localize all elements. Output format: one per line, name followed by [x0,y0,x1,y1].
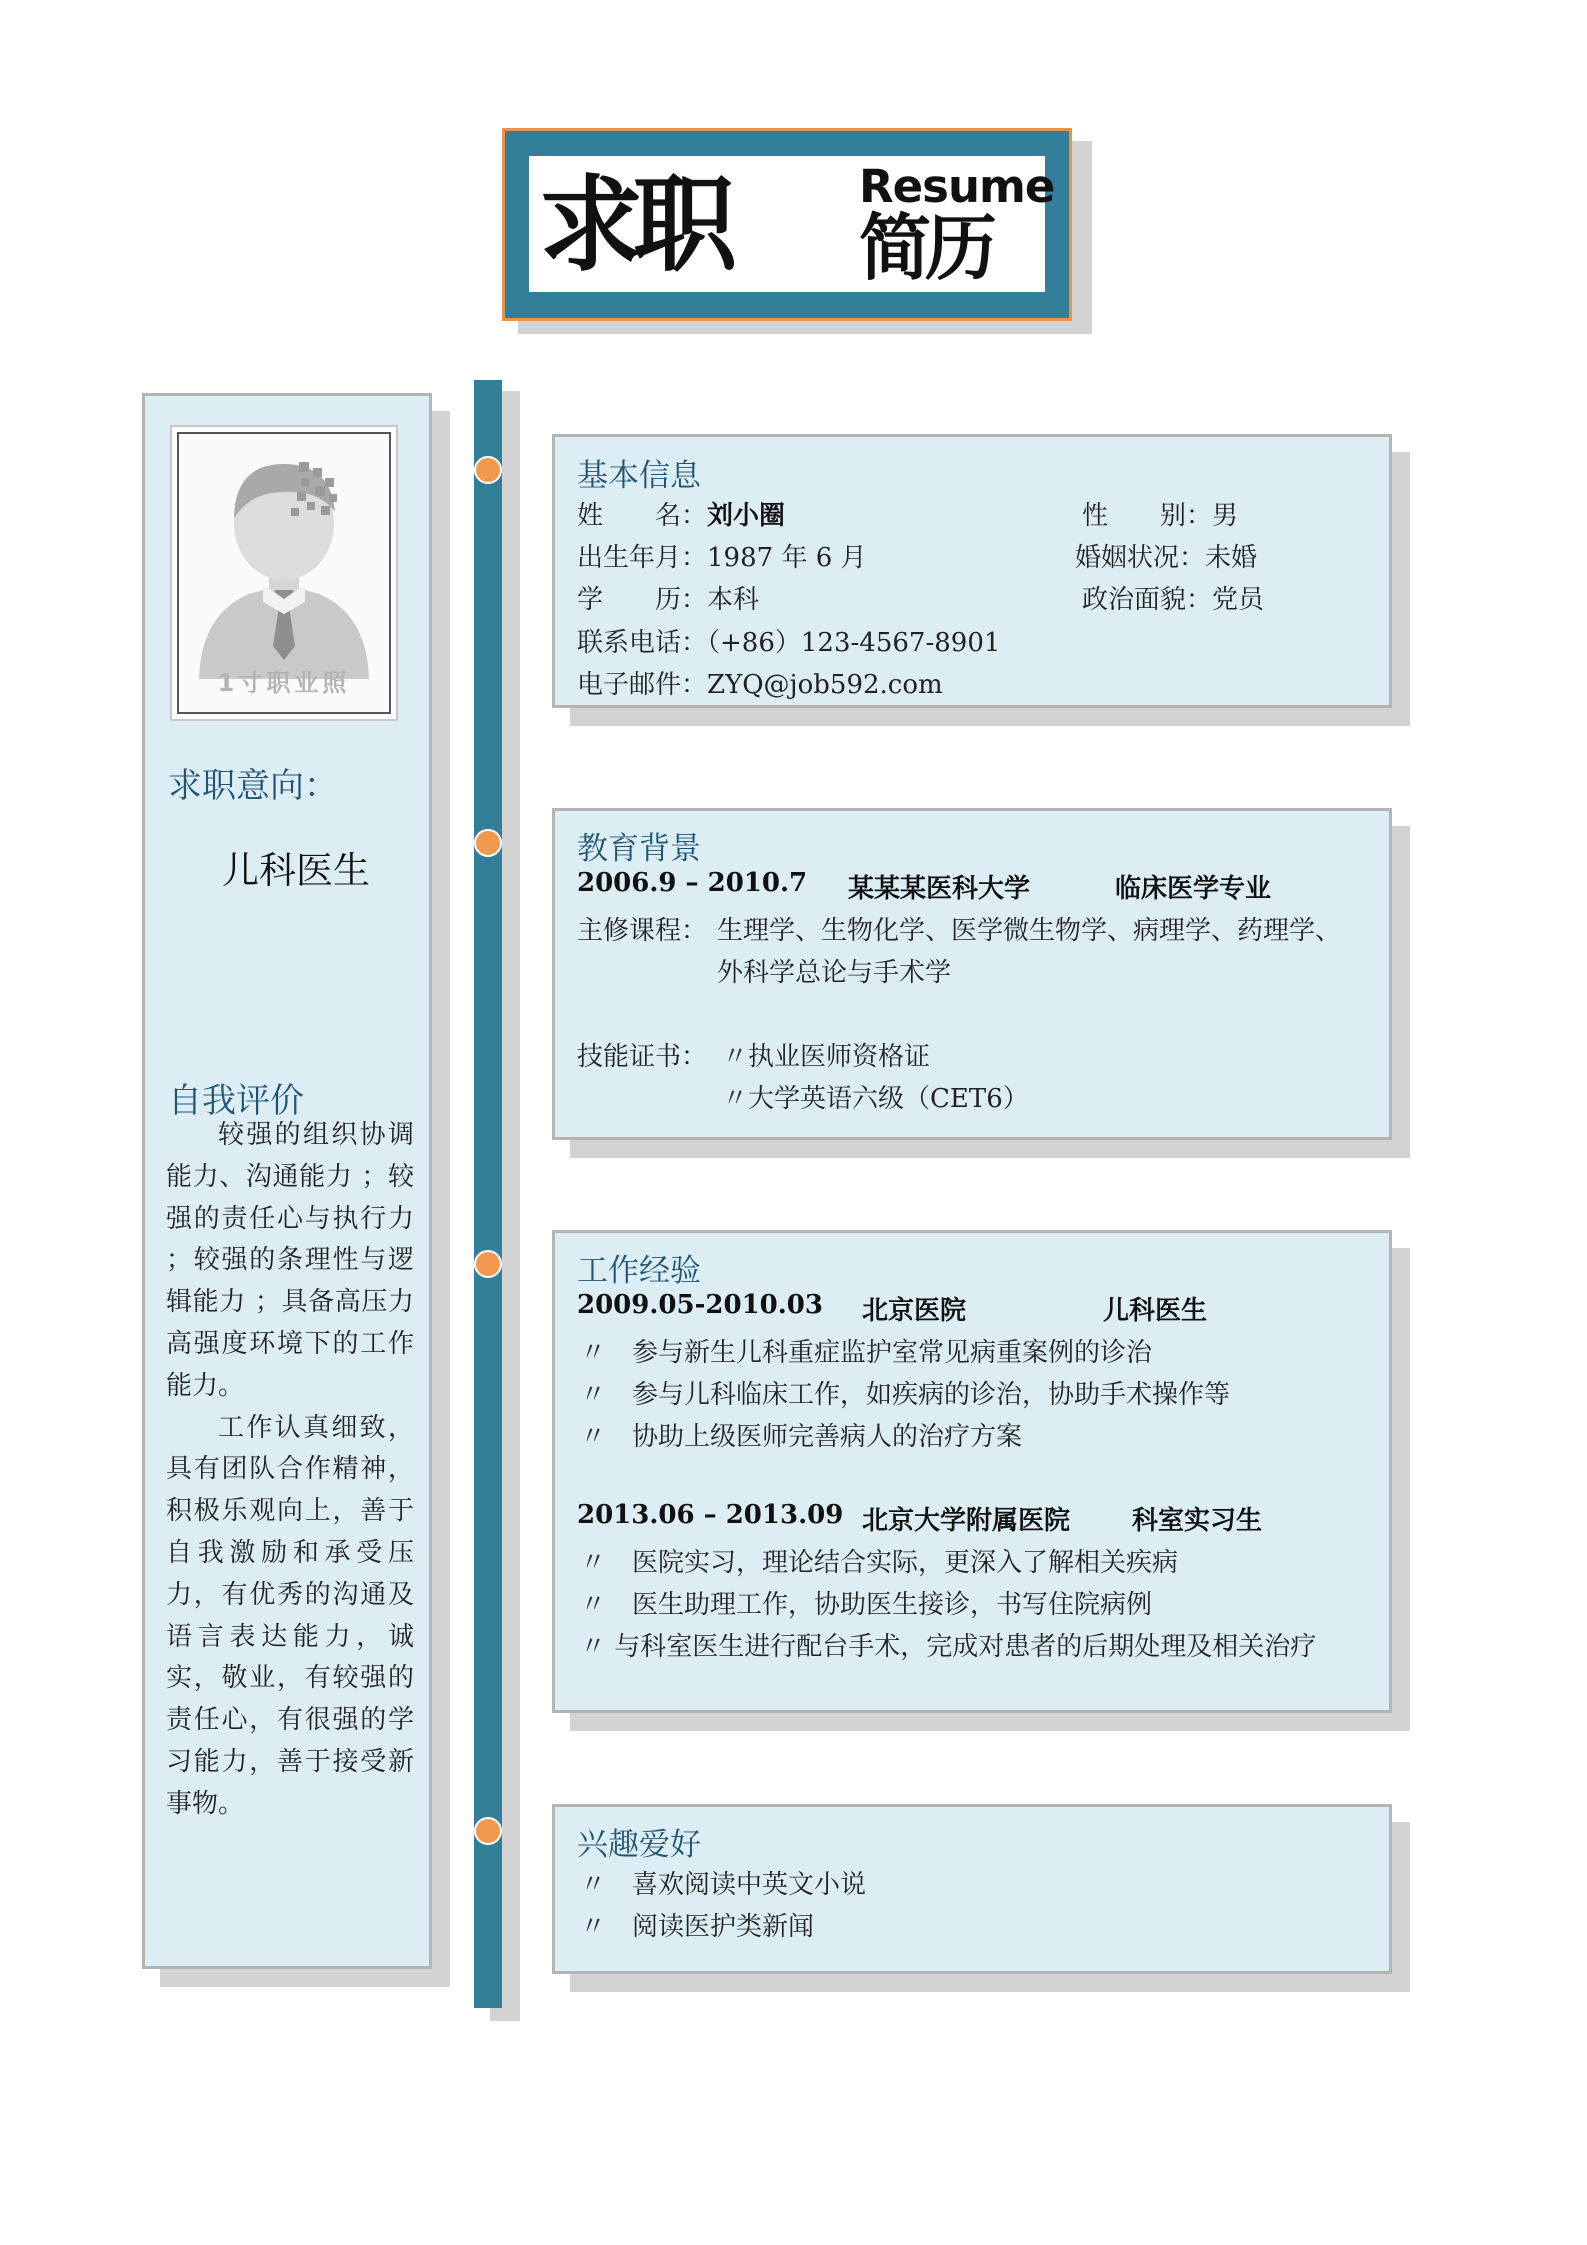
self-evaluation-paragraph: 工作认真细致，具有团队合作精神，积极乐观向上，善于自我激励和承受压力，有优秀的沟通及语言表达能力，诚实，敬业，有较强的责任心，有很强的学习能力，善于接受新事物。 [166,1412,414,1819]
job2-item-text: 与科室医生进行配台手术，完成对患者的后期处理及相关治疗 [614,1632,1317,1662]
certificate-item [722,1036,930,1073]
job2-role: 科室实习生 [1132,1506,1263,1536]
objective-heading: 求职意向： [168,766,338,806]
profile-photo [170,425,398,721]
education-level-row [577,579,759,616]
photo-caption: 1寸职业照 [217,669,351,697]
job1-item [580,1374,1230,1411]
education-level-value: 本科 [707,585,760,615]
job-title: 儿科医生 [222,849,370,892]
education-period: 2006.9 – 2010.7 [577,868,808,898]
timeline-bar [474,380,502,2008]
hobby-item [580,1906,814,1943]
bullet-mark-icon: 〃 [580,1338,607,1368]
hobbies-title: 兴趣爱好 [577,1827,701,1863]
job1-item [580,1416,1022,1453]
bullet-mark-icon: 〃 [580,1870,607,1900]
banner-big-text: 求职 [539,164,728,286]
bullet-mark-icon: 〃 [580,1422,607,1452]
email-row [577,664,943,701]
education-major: 临床医学专业 [1115,874,1272,904]
bullet-mark-icon: 〃 [722,1042,749,1072]
bullet-mark-icon: 〃 [580,1380,607,1410]
hobby-item [580,1864,866,1901]
bullet-mark-icon: 〃 [580,1632,607,1662]
job1-period: 2009.05-2010.03 [577,1290,823,1320]
bullet-mark-icon: 〃 [580,1912,607,1942]
job2-item-text: 医院实习，理论结合实际，更深入了解相关疾病 [632,1548,1179,1578]
marital-value: 未婚 [1205,543,1258,573]
timeline-dot [474,456,502,484]
job1-item-text: 参与儿科临床工作，如疾病的诊治，协助手术操作等 [632,1380,1231,1410]
email-label: 电子邮件： [577,670,708,700]
gender-label: 性 别： [1082,501,1213,531]
job2-item-text: 医生助理工作，协助医生接诊，书写住院病例 [632,1590,1153,1620]
gender-value: 男 [1212,501,1239,531]
bullet-mark-icon: 〃 [722,1084,749,1114]
education-school: 某某某医科大学 [848,874,1031,904]
title-banner [502,128,1072,321]
self-evaluation-paragraph: 较强的组织协调能力、沟通能力 ；较强的责任心与执行力 ；较强的条理性与逻辑能力 ；具备高压力高强度环境下的工作能力。 [166,1120,414,1401]
name-value: 刘小圈 [707,501,786,531]
job2-item [580,1626,1316,1663]
job1-item [580,1332,1152,1369]
education-title: 教育背景 [577,831,701,867]
marital-row [1075,537,1257,574]
work-title: 工作经验 [577,1253,701,1289]
banner-resume-text: Resume [859,160,1055,213]
courses-label: 主修课程： [577,916,708,946]
job1-item-text: 参与新生儿科重症监护室常见病重案例的诊治 [632,1338,1153,1368]
timeline-dot [474,1250,502,1278]
job1-item-text: 协助上级医师完善病人的治疗方案 [632,1422,1023,1452]
timeline-dot [474,1817,502,1845]
email-value[interactable]: ZYQ@job592.com [707,670,943,700]
phone-value: （+86）123-4567-8901 [707,628,1001,658]
birth-value: 1987 年 6 月 [707,543,867,573]
politics-row [1082,579,1264,616]
marital-label: 婚姻状况： [1075,543,1206,573]
job2-item [580,1584,1152,1621]
courses-line: 外科学总论与手术学 [717,958,952,988]
certificate-text: 大学英语六级（CET6） [748,1084,1029,1114]
job1-place: 北京医院 [862,1296,967,1326]
certificates-label: 技能证书： [577,1042,708,1072]
name-label: 姓 名： [577,501,708,531]
birth-row [577,537,867,574]
gender-row [1082,495,1238,532]
hobby-text: 喜欢阅读中英文小说 [632,1870,867,1900]
name-row [577,495,785,532]
education-level-label: 学 历： [577,585,708,615]
banner-small-text: 简历 [859,206,992,290]
phone-label: 联系电话： [577,628,708,658]
banner-logo [529,156,1055,292]
timeline-dot [474,829,502,857]
birth-label: 出生年月： [577,543,708,573]
bullet-mark-icon: 〃 [580,1548,607,1578]
politics-label: 政治面貌： [1082,585,1213,615]
basic-info-title: 基本信息 [577,458,701,494]
self-evaluation-heading: 自我评价 [168,1081,304,1121]
phone-row [577,622,1000,659]
certificate-item [722,1078,1029,1115]
bullet-mark-icon: 〃 [580,1590,607,1620]
self-evaluation-text [166,1115,414,1826]
job2-place: 北京大学附属医院 [862,1506,1071,1536]
photo-frame [177,432,391,714]
courses-line: 生理学、生物化学、医学微生物学、病理学、药理学、 [717,916,1342,946]
certificate-text: 执业医师资格证 [748,1042,931,1072]
politics-value: 党员 [1212,585,1265,615]
job1-role: 儿科医生 [1103,1296,1208,1326]
hobby-text: 阅读医护类新闻 [632,1912,815,1942]
job2-period: 2013.06 – 2013.09 [577,1500,844,1530]
job2-item [580,1542,1178,1579]
